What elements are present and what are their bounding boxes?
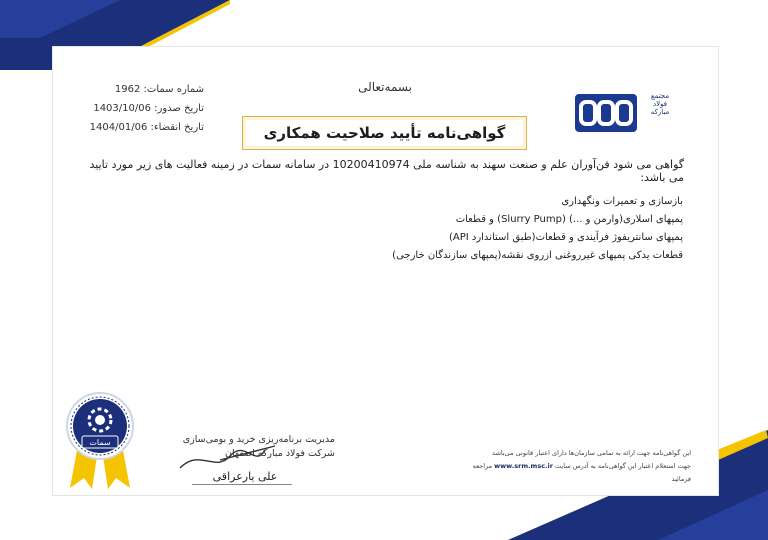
signer-department: مدیریت برنامه‌ریزی خرید و بومی‌سازی <box>182 434 335 445</box>
certificate-title: گواهی‌نامه تأیید صلاحیت همکاری <box>242 116 527 150</box>
sammat-seal-icon <box>60 390 140 490</box>
bismillah-heading: بسمه‌تعالی <box>358 80 412 94</box>
logo-text-3: مبارکه <box>650 108 670 116</box>
activity-list <box>375 196 683 268</box>
seal-label: سمات <box>89 438 111 447</box>
activity-item: پمپهای سانتریفوژ فرآیندی و قطعات(طبق استاندارد API) <box>448 232 683 243</box>
issue-date-row <box>86 103 204 114</box>
footer-inquiry-prefix: جهت استعلام اعتبار این گواهی‌نامه به آدرس سایت <box>555 462 691 470</box>
signature-line <box>192 484 292 485</box>
issue-date-value: 1403/10/06 <box>93 103 151 114</box>
logo-text-2: فولاد <box>652 100 668 108</box>
signer-company: شرکت فولاد مبارکه اصفهان <box>224 448 335 459</box>
expiry-date-label: تاریخ انقضاء: <box>150 122 204 133</box>
expiry-date-row <box>86 122 204 133</box>
issue-date-label: تاریخ صدور: <box>154 103 204 114</box>
activity-item: پمپهای اسلاری(وارمن و ...) (Slurry Pump) و قطعات <box>455 214 683 225</box>
sammat-number-value: 1962 <box>114 84 141 95</box>
footer-validity-note: این گواهی‌نامه جهت ارائه به تمامی سازمان‌ها دارای اعتبار قانونی می‌باشد <box>492 449 691 457</box>
activity-item: قطعات یدکی پمپهای غیرروغنی ازروی نقشه(پمپهای سازندگان خارجی) <box>392 250 683 261</box>
logo-text-1: مجتمع <box>650 92 670 100</box>
signer-name: علی یارعراقی <box>212 470 278 483</box>
sammat-number-label: شماره سمات: <box>143 84 204 95</box>
certificate-meta <box>86 84 204 141</box>
expiry-date-value: 1404/01/06 <box>89 122 148 133</box>
certificate-statement: گواهی می شود فن‌آوران علم و صنعت سهند به شناسه ملی 10200410974 در سامانه سمات در زمینه فعالیت های زیر مورد تایید می باشد: <box>89 158 684 184</box>
activity-item: بازسازی و تعمیرات ونگهداری <box>561 196 683 207</box>
sammat-number-row <box>86 84 204 95</box>
footer-site-link[interactable]: www.srm.msc.ir <box>494 462 553 470</box>
footer-inquiry-suffix: مراجعه فرمائید <box>472 462 691 483</box>
certificate-footer <box>458 447 691 486</box>
footer-inquiry-note <box>458 460 691 486</box>
